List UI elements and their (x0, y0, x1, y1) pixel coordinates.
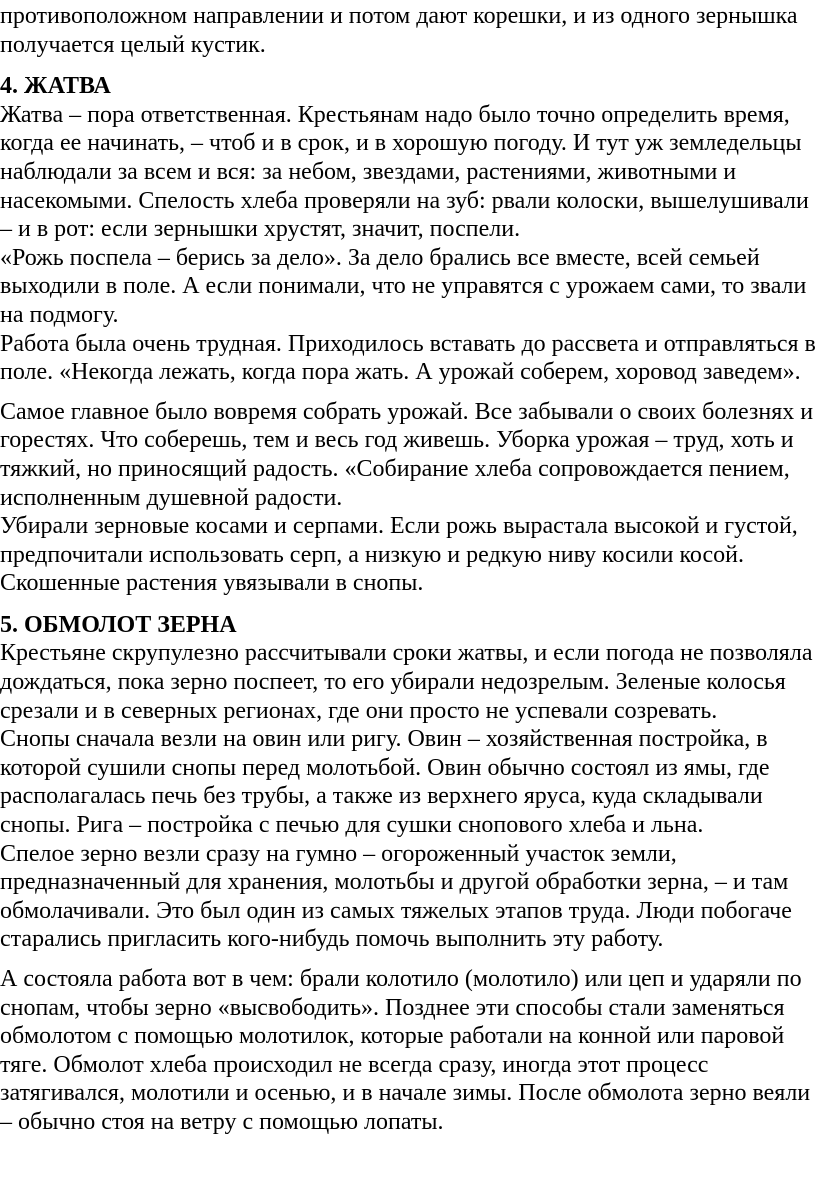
paragraph: Убирали зерновые косами и серпами. Если рожь вырастала высокой и густой, предпочитали использовать серп, а низкую и редкую ниву косили косой. Скошенные растения увязывали в снопы. (0, 513, 798, 597)
document-page (0, 2, 816, 1137)
intro-paragraph: противоположном направлении и потом дают корешки, и из одного зернышка получается целый кустик. (0, 3, 798, 58)
section-heading-harvest: 4. ЖАТВА (0, 73, 111, 100)
paragraph: Работа была очень трудная. Приходилось вставать до рассвета и отправляться в поле. «Некогда лежать, когда пора жать. А урожай соберем, хоровод заведем». (0, 330, 816, 386)
paragraph: Жатва – пора ответственная. Крестьянам надо было точно определить время, когда ее начинать, – чтоб и в срок, и в хорошую погоду. И тут уж земледельцы наблюдали за всем и вся: за небом, звездами, растениями, животными и насекомыми. Спелость хлеба проверяли на зуб: рвали колоски, вышелушивали – и в рот: если зернышки хрустят, значит, поспели. (0, 101, 809, 243)
spacer (0, 59, 816, 72)
section-threshing (0, 611, 816, 1137)
section-harvest (0, 72, 816, 598)
paragraph: А состояла работа вот в чем: брали колотило (молотило) или цеп и ударяли по снопам, чтобы зерно «высвободить». Позднее эти способы стали заменяться обмолотом с помощью молотилок, которые работали на конной или паровой тяге. Обмолот хлеба происходил не всегда сразу, иногда этот процесс затягивался, молотили и осенью, и в начале зимы. После обмолота зерно веяли – обычно стоя на ветру с помощью лопаты. (0, 966, 811, 1135)
paragraph: «Рожь поспела – берись за дело». За дело брались все вместе, всей семьей выходили в поле. А если понимали, что не управятся с урожаем сами, то звали на подмогу. (0, 244, 807, 328)
paragraph: Снопы сначала везли на овин или ригу. Овин – хозяйственная постройка, в которой сушили снопы перед молотьбой. Овин обычно состоял из ямы, где располагалась печь без трубы, а также из верхнего яруса, куда складывали снопы. Рига – постройка с печью для сушки снопового хлеба и льна. (0, 726, 770, 839)
paragraph: Крестьяне скрупулезно рассчитывали сроки жатвы, и если погода не позволяла дождаться, пока зерно поспеет, то его убирали недозрелым. Зеленые колосья срезали и в северных регионах, где они просто не успевали созревать. (0, 640, 813, 724)
paragraph: Самое главное было вовремя собрать урожай. Все забывали о своих болезнях и горестях. Что соберешь, тем и весь год живешь. Уборка урожая – труд, хоть и тяжкий, но приносящий радость. «Собирание хлеба сопровождается пением, исполненным душевной радости. (0, 398, 814, 511)
section-heading-threshing: 5. ОБМОЛОТ ЗЕРНА (0, 611, 237, 638)
spacer (0, 598, 816, 611)
spacer (0, 387, 816, 398)
spacer (0, 954, 816, 965)
paragraph: Спелое зерно везли сразу на гумно – огороженный участок земли, предназначенный для хранения, молотьбы и другой обработки зерна, – и там обмолачивали. Это был один из самых тяжелых этапов труда. Люди побогаче старались пригласить кого-нибудь помочь выполнить эту работу. (0, 840, 792, 953)
